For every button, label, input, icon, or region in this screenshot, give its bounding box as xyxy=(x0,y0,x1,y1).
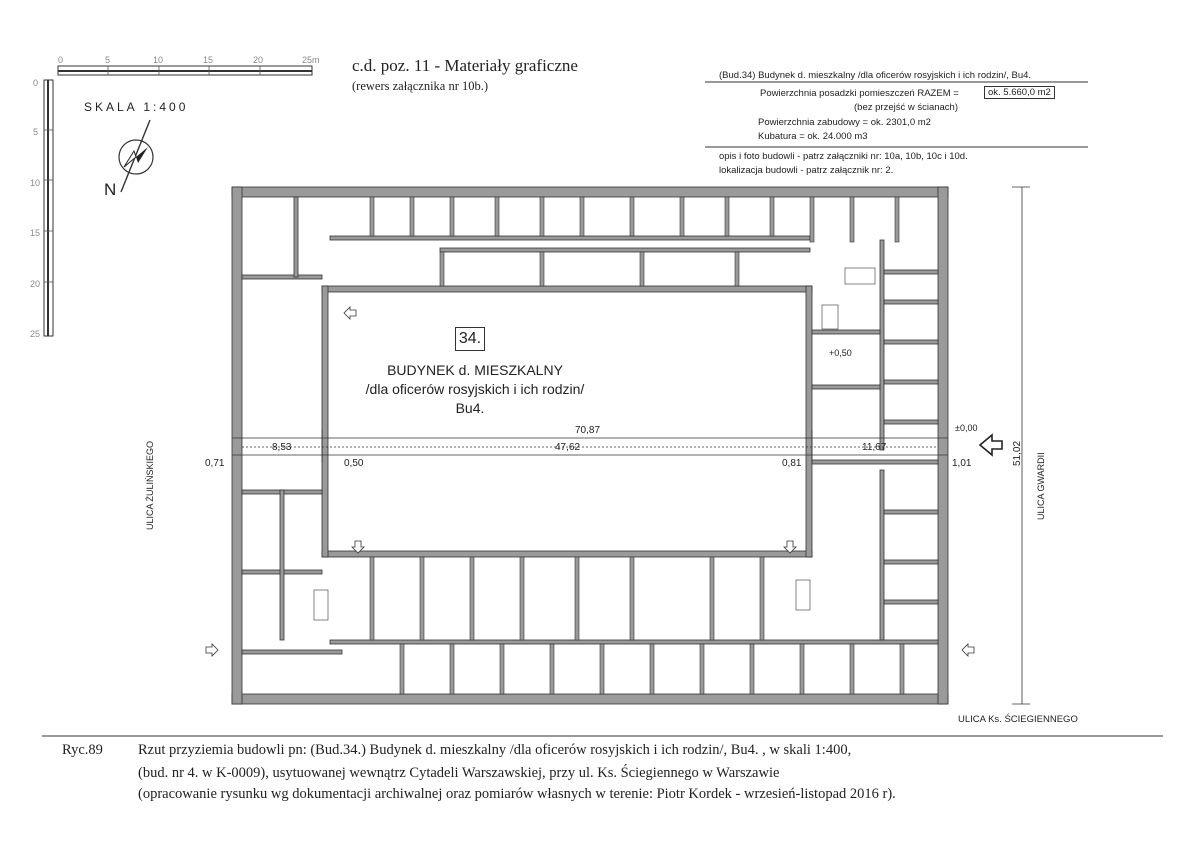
floor-area-note: (bez przejść w ścianach) xyxy=(854,102,959,113)
floor-area-label: Powierzchnia posadzki pomieszczeń RAZEM = xyxy=(760,88,959,99)
plan-name-line3: Bu4. xyxy=(455,400,485,416)
building-number: 34. xyxy=(455,327,485,351)
caption-line3: (opracowanie rysunku wg dokumentacji archiwalnej oraz pomiarów własnych w terenie: Piotr Kordek - wrzesień-listopad 2016 r). xyxy=(138,786,896,802)
caption-line2: (bud. nr 4. w K-0009), usytuowanej wewnątrz Cytadeli Warszawskiej, przy ul. Ks. Ściegiennego w Warszawie xyxy=(138,765,780,781)
street-east: ULICA GWARDII xyxy=(1036,452,1046,520)
floor-plan xyxy=(232,187,948,704)
dim-middle: 47,62 xyxy=(555,442,581,453)
h-tick-20: 20 xyxy=(253,55,264,65)
dim-right: 11,67 xyxy=(862,442,887,453)
dim-wall-inner-left: 0,50 xyxy=(344,458,364,469)
floor-area-value: ok. 5.660,0 m2 xyxy=(984,86,1055,99)
h-tick-10: 10 xyxy=(153,55,164,65)
stairs xyxy=(314,268,875,620)
building-info: (Bud.34) Budynek d. mieszkalny /dla oficerów rosyjskich i ich rodzin/, Bu4. xyxy=(719,70,1032,81)
volume: Kubatura = ok. 24.000 m3 xyxy=(758,131,868,142)
dim-wall-inner-right: 0,81 xyxy=(782,458,802,469)
north-wing-partitions xyxy=(370,197,899,286)
south-wing-partitions xyxy=(370,557,904,694)
street-west: ULICA ŻULIŃSKIEGO xyxy=(145,440,155,530)
caption-line1: Rzut przyziemia budowli pn: (Bud.34.) Budynek d. mieszkalny /dla oficerów rosyjskich i ich rodzin/, Bu4. , w skali 1:400, xyxy=(138,742,852,758)
h-tick-0: 0 xyxy=(58,55,64,65)
h-tick-5: 5 xyxy=(105,55,111,65)
v-tick-25: 25 xyxy=(30,329,41,339)
level-entry: ±0,00 xyxy=(955,423,978,433)
scale-label: SKALA 1:400 xyxy=(84,100,189,114)
dim-wall-left: 0,71 xyxy=(205,458,225,469)
header-title: c.d. poz. 11 - Materiały graficzne xyxy=(352,56,578,75)
caption-label: Ryc.89 xyxy=(62,742,103,758)
horizontal-scale-bar xyxy=(58,66,312,75)
dim-height: 51,02 xyxy=(1012,440,1023,466)
dim-left: 8,53 xyxy=(272,442,292,453)
v-tick-15: 15 xyxy=(30,228,41,238)
plan-name-line2: /dla oficerów rosyjskich i ich rodzin/ xyxy=(365,381,585,397)
attachments-note: opis i foto budowli - patrz załączniki nr: 10a, 10b, 10c i 10d. xyxy=(719,151,968,162)
v-tick-5: 5 xyxy=(33,127,39,137)
dim-total: 70,87 xyxy=(575,425,601,436)
plan-name-line1: BUDYNEK d. MIESZKALNY xyxy=(387,362,563,378)
street-south: ULICA Ks. ŚCIEGIENNEGO xyxy=(958,714,1078,725)
door-arrow-icons xyxy=(206,307,974,656)
header-subtitle: (rewers załącznika nr 10b.) xyxy=(352,79,489,93)
v-tick-20: 20 xyxy=(30,279,41,289)
dim-wall-right: 1,01 xyxy=(952,458,972,469)
h-tick-15: 15 xyxy=(203,55,214,65)
v-tick-10: 10 xyxy=(30,178,41,188)
north-label: N xyxy=(104,180,117,199)
north-arrow-icon xyxy=(119,120,153,192)
built-area: Powierzchnia zabudowy = ok. 2301,0 m2 xyxy=(758,117,931,128)
entrance-arrow-icon xyxy=(980,435,1002,455)
vertical-scale-bar xyxy=(44,80,53,336)
location-note: lokalizacja budowli - patrz załącznik nr: 2. xyxy=(719,165,894,176)
level-inner: +0,50 xyxy=(829,348,852,358)
h-tick-25: 25m xyxy=(302,55,320,65)
v-tick-0: 0 xyxy=(33,78,39,88)
